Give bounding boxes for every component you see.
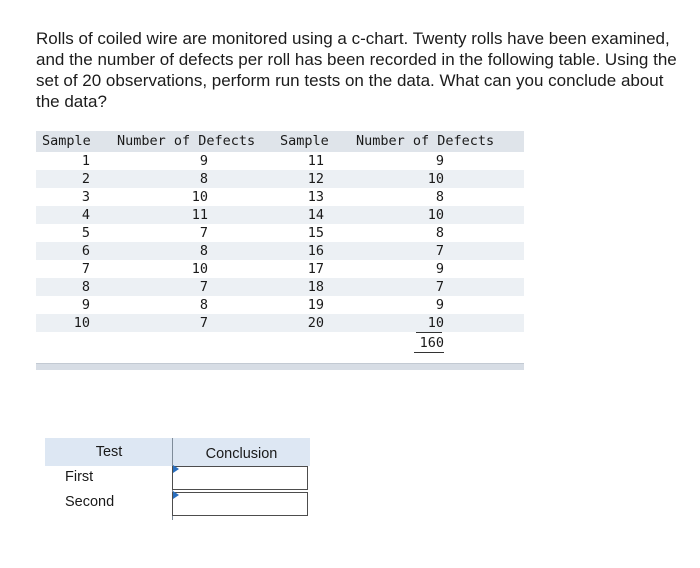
sample-cell: 16 bbox=[307, 243, 324, 259]
sample-cell: 1 bbox=[81, 153, 90, 169]
defects-cell: 9 bbox=[435, 261, 444, 277]
sample-cell: 9 bbox=[81, 297, 90, 313]
answer-header bbox=[45, 438, 310, 466]
first-conclusion-select[interactable] bbox=[172, 466, 308, 490]
header-sample-2: Sample bbox=[280, 133, 329, 149]
row-label-second: Second bbox=[65, 494, 115, 510]
total-underline bbox=[414, 352, 444, 353]
defects-cell: 7 bbox=[435, 243, 444, 259]
sample-cell: 4 bbox=[81, 207, 90, 223]
defects-cell: 8 bbox=[199, 243, 208, 259]
sample-cell: 13 bbox=[307, 189, 324, 205]
sample-cell: 11 bbox=[307, 153, 324, 169]
defects-cell: 8 bbox=[199, 171, 208, 187]
header-test: Test bbox=[95, 444, 123, 460]
table-row bbox=[36, 170, 524, 188]
sample-cell: 3 bbox=[81, 189, 90, 205]
sample-cell: 12 bbox=[307, 171, 324, 187]
total-value: 160 bbox=[419, 335, 444, 351]
defects-cell: 8 bbox=[199, 297, 208, 313]
header-defects-2: Number of Defects bbox=[356, 133, 495, 149]
table-row bbox=[36, 260, 524, 278]
question-text: Rolls of coiled wire are monitored using a c-chart. Twenty rolls have been examined, and the number of defects per roll has been recorded in the following table. Using the set of 20 observations, perform run tests on the data. What can you conclude about the data? bbox=[36, 29, 677, 111]
defects-cell: 9 bbox=[435, 153, 444, 169]
defects-cell: 10 bbox=[427, 207, 444, 223]
defects-table bbox=[36, 131, 524, 354]
sample-cell: 7 bbox=[81, 261, 90, 277]
sample-cell: 19 bbox=[307, 297, 324, 313]
sample-cell: 2 bbox=[81, 171, 90, 187]
table-row bbox=[36, 242, 524, 260]
defects-cell: 10 bbox=[191, 189, 208, 205]
sample-cell: 14 bbox=[307, 207, 324, 223]
table-row bbox=[36, 188, 524, 206]
table-row bbox=[36, 152, 524, 170]
sum-line bbox=[416, 332, 442, 333]
sample-cell: 6 bbox=[81, 243, 90, 259]
sample-cell: 17 bbox=[307, 261, 324, 277]
total-row bbox=[36, 332, 524, 354]
defects-cell: 8 bbox=[435, 225, 444, 241]
sample-cell: 10 bbox=[73, 315, 90, 331]
dropdown-marker-icon bbox=[173, 491, 179, 499]
sample-cell: 15 bbox=[307, 225, 324, 241]
sample-cell: 18 bbox=[307, 279, 324, 295]
header-sample-1: Sample bbox=[42, 133, 91, 149]
table-row bbox=[36, 224, 524, 242]
header-conclusion: Conclusion bbox=[205, 446, 278, 462]
defects-cell: 7 bbox=[199, 279, 208, 295]
table-bottom-bar bbox=[36, 363, 524, 370]
defects-cell: 8 bbox=[435, 189, 444, 205]
defects-cell: 11 bbox=[191, 207, 208, 223]
row-label-first: First bbox=[65, 469, 94, 485]
defects-cell: 10 bbox=[427, 171, 444, 187]
table-row bbox=[36, 206, 524, 224]
table-row bbox=[36, 314, 524, 332]
defects-cell: 9 bbox=[435, 297, 444, 313]
sample-cell: 8 bbox=[81, 279, 90, 295]
defects-cell: 7 bbox=[199, 315, 208, 331]
defects-cell: 7 bbox=[435, 279, 444, 295]
table-row bbox=[36, 296, 524, 314]
table-row bbox=[36, 278, 524, 296]
defects-cell: 9 bbox=[199, 153, 208, 169]
answer-table bbox=[45, 438, 310, 520]
defects-cell: 7 bbox=[199, 225, 208, 241]
second-conclusion-select[interactable] bbox=[172, 492, 308, 516]
sample-cell: 5 bbox=[81, 225, 90, 241]
defects-cell: 10 bbox=[427, 315, 444, 331]
table-header bbox=[36, 131, 524, 152]
header-defects-1: Number of Defects bbox=[117, 133, 256, 149]
dropdown-marker-icon bbox=[173, 465, 179, 473]
defects-cell: 10 bbox=[191, 261, 208, 277]
sample-cell: 20 bbox=[307, 315, 324, 331]
